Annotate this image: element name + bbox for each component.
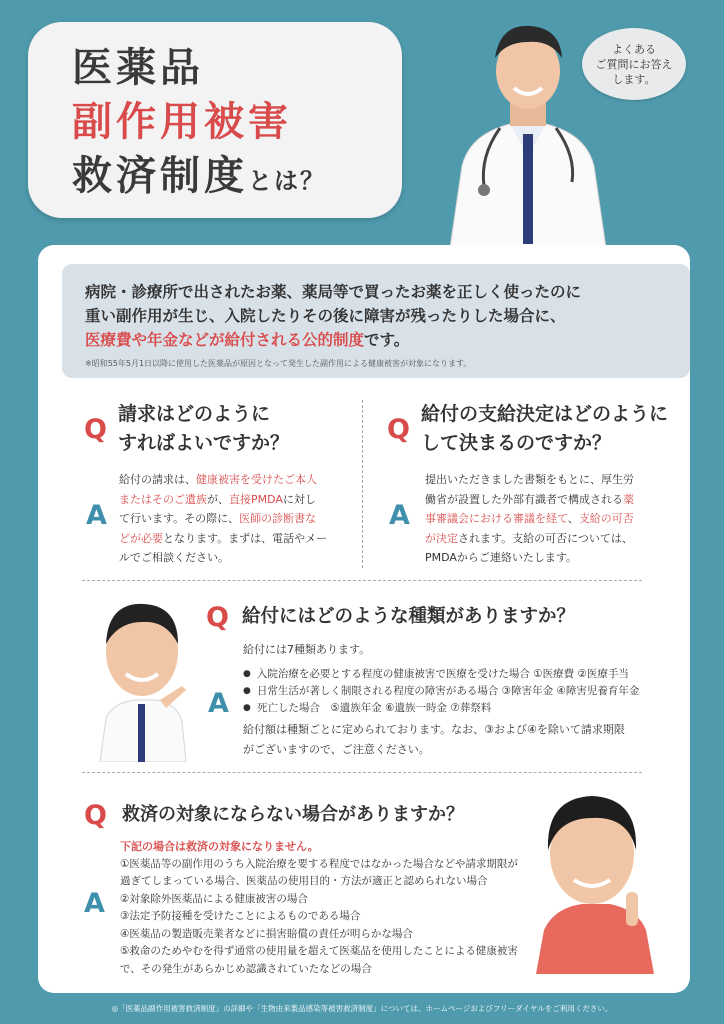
qa1-answer-line-1 [119, 470, 327, 490]
title-line-1: 医薬品 [72, 45, 204, 91]
qa3-bullet-3: ● 死亡した場合 ⑤遺族年金 ⑥遺族一時金 ⑦葬祭料 [243, 700, 639, 717]
intro-box [62, 264, 690, 378]
title-line-3-main: 救済制度 [72, 153, 248, 199]
qa4-a-mark: A [84, 888, 105, 919]
qa4-item-1b: 過ぎてしまっている場合、医薬品の使用目的・方法が適正と認められない場合 [120, 875, 488, 887]
qa4-item-1a: ①医薬品等の副作用のうち入院治療を要する程度ではなかった場合などや請求期限が [120, 857, 518, 870]
title-line-3 [72, 152, 326, 205]
footer-note: ◎「医薬品副作用被害救済制度」の詳細や「生物由来製品感染等被害救済制度」については、ホームページおよびフリーダイヤルをご利用ください。 [111, 1004, 613, 1013]
qa2-a2-red: 薬 [623, 492, 634, 506]
qa2-answer-line-5: PMDAからご連絡いたします。 [425, 551, 578, 564]
qa2-answer [425, 470, 634, 568]
qa4-lead: 下記の場合は救済の対象になりません。 [120, 840, 319, 853]
qa1-answer-line-5: ルでご相談ください。 [119, 551, 229, 564]
qa2-answer-line-3 [425, 509, 634, 529]
qa3-note-line-2: がございますので、ご注意ください。 [243, 742, 430, 756]
qa1-answer [119, 470, 327, 568]
intro-line-1: 病院・診療所で出されたお薬、薬局等で買ったお薬を正しく使ったのに [85, 283, 582, 301]
qa1-question-line-1: 請求はどのように [118, 403, 271, 425]
qa3-bullet-list [243, 666, 639, 717]
qa3-note [243, 720, 625, 759]
qa3-bullet-1: ● 入院治療を必要とする程度の健康被害で医療を受けた場合 ①医療費 ②医療手当 [243, 666, 639, 683]
qa1-q-mark: Q [84, 414, 107, 445]
qa1-answer-line-2 [119, 490, 327, 510]
title-line-3-suffix: とは？ [248, 167, 326, 195]
qa2-a3-text: 、 [567, 512, 579, 525]
qa1-a1-text: 給付の請求は、 [119, 473, 196, 486]
qa1-a4-text: となります。まずは、電話やメー [163, 531, 328, 545]
qa2-question-line-1: 給付の支給決定はどのように [421, 403, 669, 425]
qa2-a2-text: 働省が設置した外部有識者で構成される [425, 492, 623, 506]
bubble-line-1: よくある [612, 43, 656, 56]
bubble-line-3: します。 [612, 73, 656, 86]
qa2-a3-red2: 支給の可否 [578, 512, 634, 525]
qa2-a3-red: 事審議会における審議を経て [425, 512, 568, 525]
qa4-q-mark: Q [84, 800, 107, 831]
qa2-answer-line-1: 提出いただきました書類をもとに、厚生労 [425, 473, 634, 486]
intro-highlight: 医療費や年金などが給付される公的制度 [85, 331, 365, 349]
qa3-bullet-3-text: 死亡した場合 ⑤遺族年金 ⑥遺族一時金 ⑦葬祭料 [256, 702, 492, 714]
qa2-a4-text: されます。支給の可否については、 [458, 531, 633, 545]
qa3-bullet-1-text: 入院治療を必要とする程度の健康被害で医療を受けた場合 ①医療費 ②医療手当 [256, 668, 629, 680]
qa1-a2-text2: に対し [282, 492, 316, 506]
bubble-line-2: ご質問にお答え [595, 58, 673, 71]
qa4-item-3: ③法定予防接種を受けたことによるものである場合 [120, 910, 361, 922]
qa1-a4-red: どが必要 [119, 531, 163, 545]
speech-bubble [582, 28, 686, 100]
intro-line-3 [85, 328, 409, 350]
qa1-a-mark: A [86, 500, 107, 531]
qa1-a2-red2: 直接PMDA [229, 492, 283, 506]
qa1-question-line-2: すればよいですか？ [118, 432, 290, 454]
qa1-answer-line-3 [119, 509, 327, 529]
pointing-man-illustration [86, 590, 196, 762]
qa1-question [118, 400, 289, 458]
qa4-item-2: ②対象除外医薬品による健康被害の場合 [120, 892, 308, 905]
section-divider-2 [82, 772, 642, 773]
thinking-man-illustration [528, 780, 660, 974]
qa4-answer [120, 838, 518, 978]
title-line-2: 副作用被害 [72, 99, 292, 145]
qa2-question-line-2: して決まるのですか？ [421, 432, 612, 454]
qa1-a3-text: て行います。その際に、 [119, 512, 240, 525]
title-card [28, 22, 402, 218]
qa4-item-5a: ⑤救命のためやむを得ず通常の使用量を超えて医薬品を使用したことによる健康被害 [120, 945, 518, 957]
qa1-answer-line-4 [119, 529, 327, 549]
qa-column-divider [362, 400, 363, 568]
qa4-question: 救済の対象にならない場合がありますか？ [122, 804, 464, 825]
qa3-bullet-2-text: 日常生活が著しく制限される程度の障害がある場合 ③障害年金 ④障害児養育年金 [256, 685, 640, 697]
qa3-note-line-1: 給付額は種類ごとに定められております。なお、③および④を除いて請求期限 [243, 723, 625, 736]
qa1-a3-red: 医師の診断書な [239, 512, 317, 525]
intro-line-2: 重い副作用が生じ、入院したりその後に障害が残ったりした場合に、 [85, 307, 566, 325]
qa4-item-4: ④医薬品の製造販売業者などに損害賠償の責任が明らかな場合 [120, 927, 413, 940]
qa3-bullet-2: ● 日常生活が著しく制限される程度の障害がある場合 ③障害年金 ④障害児養育年金 [243, 683, 639, 700]
intro-note: ※昭和55年5月1日以降に使用した医薬品が原因となって発生した副作用による健康被害が対象になります。 [85, 359, 472, 368]
qa1-a2-red: またはそのご遺族 [119, 492, 207, 506]
qa3-a-mark: A [208, 688, 229, 719]
qa3-lead: 給付には7種類あります。 [243, 643, 371, 656]
qa2-q-mark: Q [387, 414, 410, 445]
qa2-answer-line-2 [425, 490, 634, 510]
section-divider-1 [82, 580, 642, 581]
qa1-a2-text: が、 [207, 492, 229, 506]
intro-line-3-rest: です。 [364, 331, 410, 349]
qa2-answer-line-4 [425, 529, 634, 549]
qa2-a4-red: が決定 [425, 531, 458, 545]
qa2-question [421, 400, 668, 458]
qa2-a-mark: A [389, 500, 410, 531]
qa3-q-mark: Q [206, 602, 229, 633]
qa1-a1-red: 健康被害を受けたご本人 [196, 473, 317, 486]
qa3-question: 給付にはどのような種類がありますか？ [242, 606, 576, 627]
qa4-item-5b: で、その発生があらかじめ認識されていたなどの場合 [120, 962, 372, 975]
